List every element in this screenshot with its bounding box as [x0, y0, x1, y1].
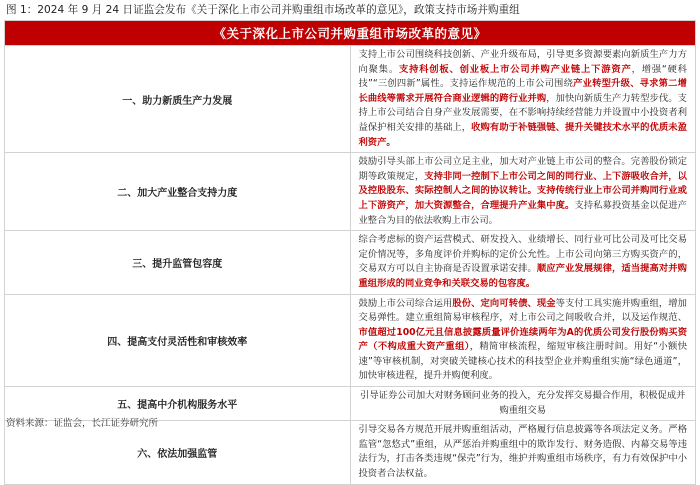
- highlight-text: 股份、定向可转债、现金: [452, 297, 556, 309]
- highlight-text: 市值超过100亿元且信息披露质量评价连续两年为A的优质公司发行股份购买资产（不构成重大资产重组）: [358, 326, 687, 353]
- highlight-text: 顺应产业发展规律，适当提高对并购重组形成的同业竞争和关联交易的包容度。: [358, 263, 687, 289]
- table-title: 《关于深化上市公司并购重组市场改革的意见》: [5, 21, 696, 46]
- row-content: [350, 294, 696, 387]
- body-text: ，加快向新质生产力转型步伐。支持上市公司结合自身产业发展需要，在不影响持续经营能力并设置中小投资者利益保护相关安排的基础上，: [358, 92, 687, 133]
- row-content: [350, 153, 696, 231]
- row-label: 四、提高支付灵活性和审核效率: [5, 294, 351, 387]
- body-text: 鼓励上市公司综合运用: [358, 297, 453, 309]
- highlight-text: 收购有助于补链强链、提升关键技术水平的优质未盈利资产。: [358, 121, 687, 148]
- body-text: 引导证券公司加大对财务顾问业务的投入，充分发挥交易撮合作用，积极促成并购重组交易: [360, 390, 686, 416]
- highlight-text: 支持传统行业上市公司并购同行业或上下游资产，加大资源整合，合理提升产业集中度。: [358, 185, 687, 211]
- row-label: 三、提升监管包容度: [5, 231, 351, 294]
- body-text: ，精简审核流程，缩短审核注册时间。用好“小额快速”等审核机制，对突破关键核心技术的科技型企业并购重组实施“绿色通道”，加快审核进程，提升并购便利度。: [358, 341, 687, 382]
- row-label: 六、依法加强监管: [5, 421, 351, 484]
- highlight-text: 支持非同一控制下上市公司之间的同行业、上下游吸收合并，以及控股股东、实际控制人之间的协议转让。: [358, 170, 687, 197]
- source-note: 资料来源：证监会，长江证券研究所: [6, 418, 159, 429]
- body-text: 支持上市公司围绕科技创新、产业升级布局，引导更多资源要素向新质生产力方向聚集。: [358, 49, 687, 75]
- table-row: [5, 421, 696, 484]
- body-text: 引导交易各方规范开展并购重组活动，严格履行信息披露等各项法定义务。严格监管“忽悠式”重组，从严惩治并购重组中的欺诈发行、财务造假、内幕交易等违法行为，打击各类违规“保壳”行为，维护并购重组市场秩序，有力有效保护中小投资者合法权益。: [358, 424, 687, 480]
- row-content: [350, 387, 696, 421]
- row-label: 二、加大产业整合支持力度: [5, 153, 351, 231]
- body-text: 支持私募投资基金以促进产业整合为目的依法收购上市公司。: [358, 199, 687, 226]
- highlight-text: 产业转型升级、寻求第二增长曲线等需求开展符合商业逻辑的跨行业并购: [358, 78, 687, 104]
- row-content: [350, 231, 696, 294]
- table-row: [5, 294, 696, 387]
- body-text: 鼓励引导头部上市公司立足主业，加大对产业链上市公司的整合。完善股份锁定期等政策规定，: [358, 156, 687, 182]
- body-text: 等支付工具实施并购重组，增加交易弹性。建立重组简易审核程序，对上市公司之间吸收合并，以及运作规范、: [358, 297, 687, 324]
- body-text: ，增强“硬科技”“三创四新”属性。支持运作规范的上市公司围绕: [358, 63, 687, 90]
- row-label: 一、助力新质生产力发展: [5, 46, 351, 153]
- row-content: [350, 421, 696, 484]
- highlight-text: 支持科创板、创业板上市公司并购产业链上下游资产: [398, 63, 632, 75]
- table-row: [5, 231, 696, 294]
- row-content: [350, 46, 696, 153]
- table-title-row: [5, 21, 696, 46]
- policy-table: [4, 20, 696, 485]
- table-row: [5, 46, 696, 153]
- table-row: [5, 387, 696, 421]
- figure-caption: 图 1：2024 年 9 月 24 日证监会发布《关于深化上市公司并购重组市场改革的意见》，政策支持市场并购重组: [6, 4, 520, 16]
- body-text: 综合考虑标的资产运营模式、研发投入、业绩增长、同行业可比公司及可比交易定价情况等，多角度评价并购标的定价公允性。上市公司向第三方购买资产的，交易双方可以自主协商是否设置承诺安排。: [358, 234, 687, 275]
- table-row: [5, 153, 696, 231]
- row-label: 五、提高中介机构服务水平: [5, 387, 351, 421]
